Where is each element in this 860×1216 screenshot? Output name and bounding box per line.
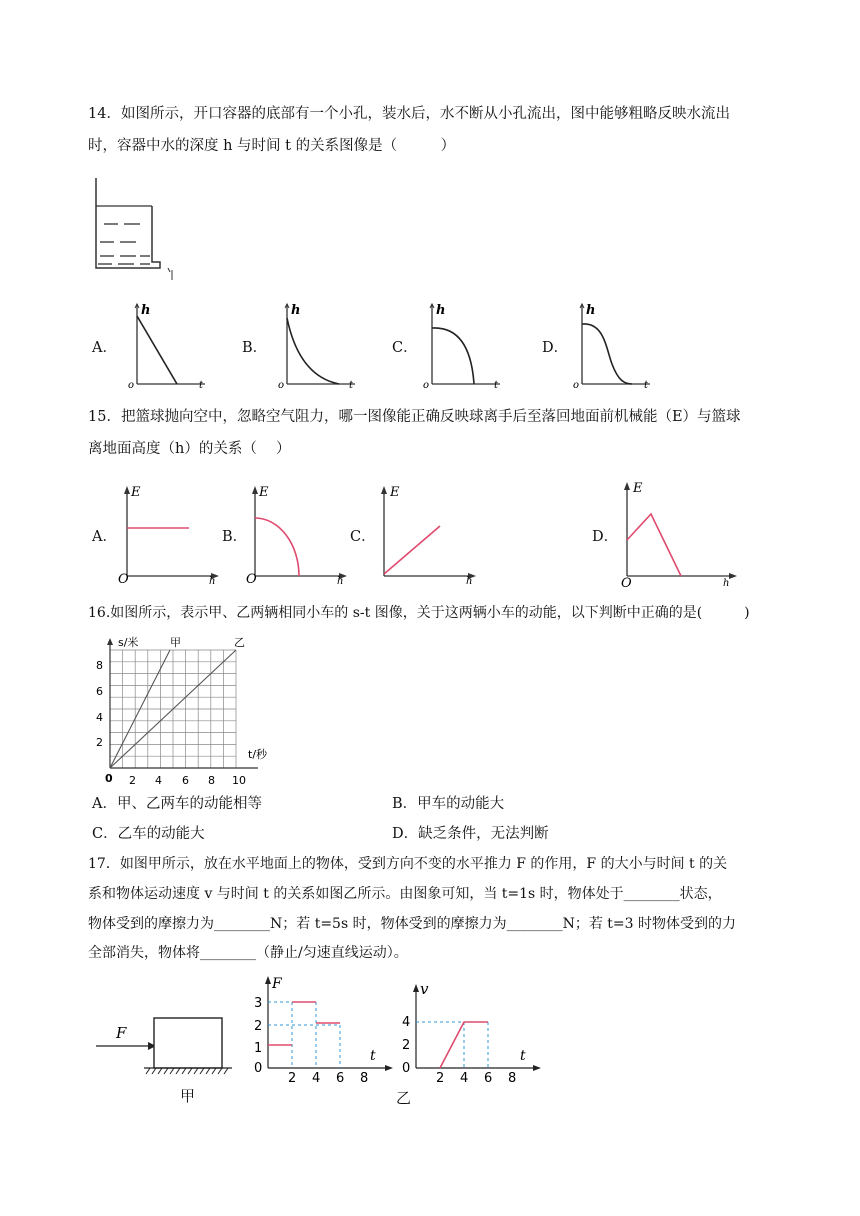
q15-option-b-label[interactable]: B． [222, 529, 248, 545]
q16-x-tick-4: 4 [155, 774, 162, 787]
q15-b-y-label: E [259, 485, 269, 500]
q15-option-c-graph [372, 480, 482, 586]
q15-text-line1: 15．把篮球抛向空中，忽略空气阻力，哪一图像能正确反映球离手后至落回地面前机械能（E）与篮球 [88, 409, 741, 425]
q14-option-c-graph [420, 298, 505, 390]
q17-force-label: F [116, 1024, 127, 1042]
q17-text-line1: 17．如图甲所示，放在水平地面上的物体，受到方向不变的水平推力 F 的作用，F 的大小与时间 t 的关 [88, 856, 728, 872]
q16-option-c[interactable]: C．乙车的动能大 [92, 826, 205, 842]
q16-origin-label: 0 [105, 772, 113, 785]
q15-d-origin: O [621, 576, 632, 591]
q14-b-y-label: h [291, 303, 301, 318]
q14-a-origin: o [128, 380, 135, 391]
q16-y-tick-6: 6 [96, 685, 103, 698]
q17-F-y-label: F [272, 976, 282, 992]
q15-a-y-label: E [131, 485, 141, 500]
q15-b-origin: O [246, 572, 257, 587]
q17-text-line3: 物体受到的摩擦力为________N；若 t=5s 时，物体受到的摩擦力为________N；若 t=3 时物体受到的力 [88, 916, 737, 932]
q14-option-c-label[interactable]: C． [392, 340, 418, 356]
q14-d-y-label: h [586, 303, 596, 318]
q17-F-y-tick-3: 3 [254, 996, 263, 1011]
q14-text-line1: 14．如图所示，开口容器的底部有一个小孔，装水后，水不断从小孔流出，图中能够粗略反映水流出 [88, 106, 730, 122]
q16-x-tick-6: 6 [182, 774, 189, 787]
q14-d-x-label: t [644, 380, 649, 391]
q15-c-x-label: h [466, 576, 473, 587]
q17-block-figure [92, 1010, 242, 1082]
q16-y-tick-2: 2 [96, 736, 103, 749]
q14-option-d-label[interactable]: D． [542, 340, 569, 356]
q16-x-axis-label: t/秒 [248, 748, 268, 761]
q16-series-yi-label: 乙 [234, 636, 245, 649]
q14-option-d-graph [570, 298, 655, 390]
q14-option-a-label[interactable]: A． [92, 340, 117, 356]
q17-fig-yi-label: 乙 [396, 1089, 412, 1107]
q17-v-x-label: t [520, 1048, 526, 1064]
q17-v-t-graph [398, 980, 543, 1086]
q16-option-a[interactable]: A．甲、乙两车的动能相等 [92, 796, 262, 812]
q14-c-y-label: h [436, 303, 446, 318]
q16-y-axis-label: s/米 [118, 636, 139, 649]
q16-y-tick-8: 8 [96, 659, 103, 672]
q15-a-x-label: h [209, 576, 216, 587]
q14-option-b-label[interactable]: B． [242, 340, 268, 356]
q17-v-x-tick-4: 4 [460, 1071, 469, 1086]
q15-option-d-label[interactable]: D． [592, 529, 619, 545]
q16-option-b[interactable]: B．甲车的动能大 [392, 796, 505, 812]
q15-option-a-graph [115, 480, 225, 586]
q14-d-origin: o [573, 380, 580, 391]
q17-v-x-tick-6: 6 [484, 1071, 493, 1086]
q15-text-line2: 离地面高度（h）的关系（ ） [88, 441, 291, 457]
q14-c-origin: o [423, 380, 430, 391]
q15-d-y-label: E [633, 481, 643, 496]
q17-F-x-tick-8: 8 [360, 1071, 369, 1086]
q16-y-tick-4: 4 [96, 711, 103, 724]
q14-c-x-label: t [494, 380, 499, 391]
q17-F-segments [268, 1002, 340, 1045]
q15-option-a-label[interactable]: A． [92, 529, 117, 545]
q16-text-line1: 16.如图所示，表示甲、乙两辆相同小车的 s-t 图像，关于这两辆小车的动能，以下判断中正确的是( ) [88, 605, 750, 621]
q14-a-x-label: t [199, 380, 204, 391]
q16-series-jia-label: 甲 [170, 636, 181, 649]
q16-x-tick-10: 10 [232, 774, 246, 787]
q15-option-b-graph [243, 480, 353, 586]
q17-fig-jia-label: 甲 [180, 1087, 196, 1105]
q17-v-x-tick-8: 8 [508, 1071, 517, 1086]
q14-b-x-label: t [349, 380, 354, 391]
q17-F-t-graph [250, 972, 395, 1086]
q17-F-x-label: t [370, 1048, 376, 1064]
q15-a-origin: O [118, 572, 129, 587]
q17-F-x-tick-6: 6 [336, 1071, 345, 1086]
q17-F-x-tick-4: 4 [312, 1071, 321, 1086]
q15-option-d-graph [615, 476, 740, 591]
q16-x-tick-8: 8 [208, 774, 215, 787]
q17-v-x-tick-2: 2 [436, 1071, 445, 1086]
q16-st-graph [88, 632, 283, 794]
q17-v-y-tick-4: 4 [402, 1015, 411, 1030]
q17-text-line2: 系和物体运动速度 v 与时间 t 的关系如图乙所示。由图象可知，当 t=1s 时，物体处于________状态， [88, 886, 722, 902]
q17-F-y-tick-0: 0 [254, 1061, 263, 1076]
q14-text-line2: 时，容器中水的深度 h 与时间 t 的关系图像是（ ） [88, 138, 456, 154]
q17-F-y-tick-2: 2 [254, 1019, 263, 1034]
q17-text-line4: 全部消失，物体将________（静止/匀速直线运动）。 [88, 945, 408, 961]
q15-c-y-label: E [390, 485, 400, 500]
q16-option-d[interactable]: D．缺乏条件，无法判断 [392, 826, 549, 842]
q14-a-y-label: h [141, 303, 151, 318]
q16-x-tick-2: 2 [129, 774, 136, 787]
q17-F-x-tick-2: 2 [288, 1071, 297, 1086]
q15-b-x-label: h [337, 576, 344, 587]
q17-F-y-tick-1: 1 [254, 1041, 263, 1056]
q14-b-origin: o [278, 380, 285, 391]
q14-option-b-graph [275, 298, 360, 390]
q17-v-y-label: v [420, 980, 429, 998]
q15-option-c-label[interactable]: C． [350, 529, 376, 545]
q17-v-y-tick-2: 2 [402, 1038, 411, 1053]
q14-option-a-graph [125, 298, 210, 390]
q17-v-y-tick-0: 0 [402, 1061, 411, 1076]
q14-container-figure [90, 176, 190, 286]
q15-d-x-label: h [723, 578, 730, 589]
